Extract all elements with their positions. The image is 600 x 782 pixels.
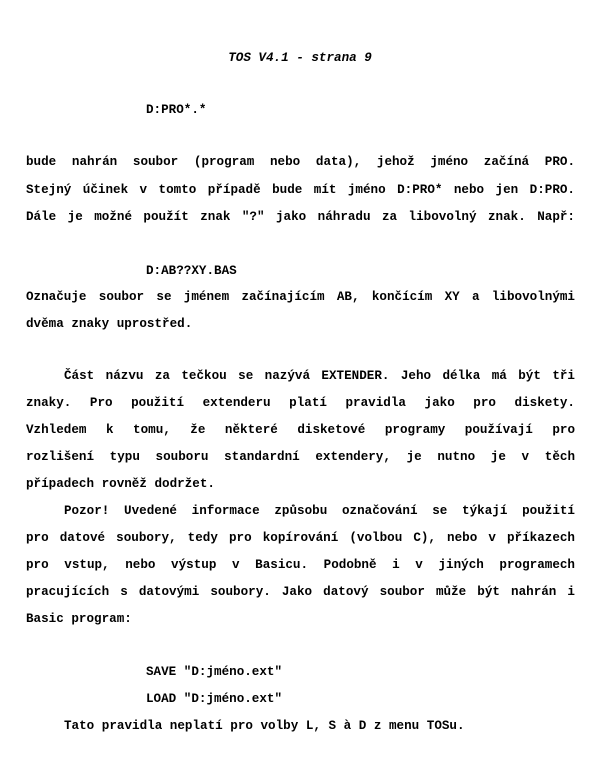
text-line-2: bude nahrán soubor (program nebo data), jehož jméno začíná PRO.: [26, 155, 575, 169]
code-example-save: SAVE "D:jméno.ext": [146, 665, 283, 679]
text-line-14: pro datové soubory, tedy pro kopírování (volbou C), nebo v příkazech: [26, 531, 575, 545]
text-line-20: Tato pravidla neplatí pro volby L, S à D z menu TOSu.: [64, 719, 465, 733]
text-line-8: Část názvu za tečkou se nazývá EXTENDER. Jeho délka má být tři: [64, 369, 575, 383]
text-line-11: rozlišení typu souboru standardní extendery, je nutno je v těch: [26, 450, 575, 464]
text-line-4: Dále je možné použít znak "?" jako náhradu za libovolný znak. Např:: [26, 210, 575, 224]
text-line-15: pro vstup, nebo výstup v Basicu. Podobně i v jiných programech: [26, 558, 575, 572]
text-line-9: znaky. Pro použití extenderu platí pravidla jako pro diskety.: [26, 396, 575, 410]
text-line-3: Stejný účinek v tomto případě bude mít jméno D:PRO* nebo jen D:PRO.: [26, 183, 575, 197]
code-example-pro: D:PRO*.*: [146, 103, 207, 117]
text-line-6: Označuje soubor se jménem začínajícím AB, končícím XY a libovolnými: [26, 290, 575, 304]
text-line-12: případech rovněž dodržet.: [26, 477, 215, 491]
text-line-16: pracujících s datovými soubory. Jako datový soubor může být nahrán i: [26, 585, 575, 599]
text-line-13: Pozor! Uvedené informace způsobu označování se týkají použití: [64, 504, 575, 518]
text-line-10: Vzhledem k tomu, že některé disketové programy používají pro: [26, 423, 575, 437]
code-example-wildcard: D:AB??XY.BAS: [146, 264, 237, 278]
page-title: TOS V4.1 - strana 9: [228, 51, 372, 65]
text-line-17: Basic program:: [26, 612, 132, 626]
text-line-7: dvěma znaky uprostřed.: [26, 317, 193, 331]
code-example-load: LOAD "D:jméno.ext": [146, 692, 283, 706]
